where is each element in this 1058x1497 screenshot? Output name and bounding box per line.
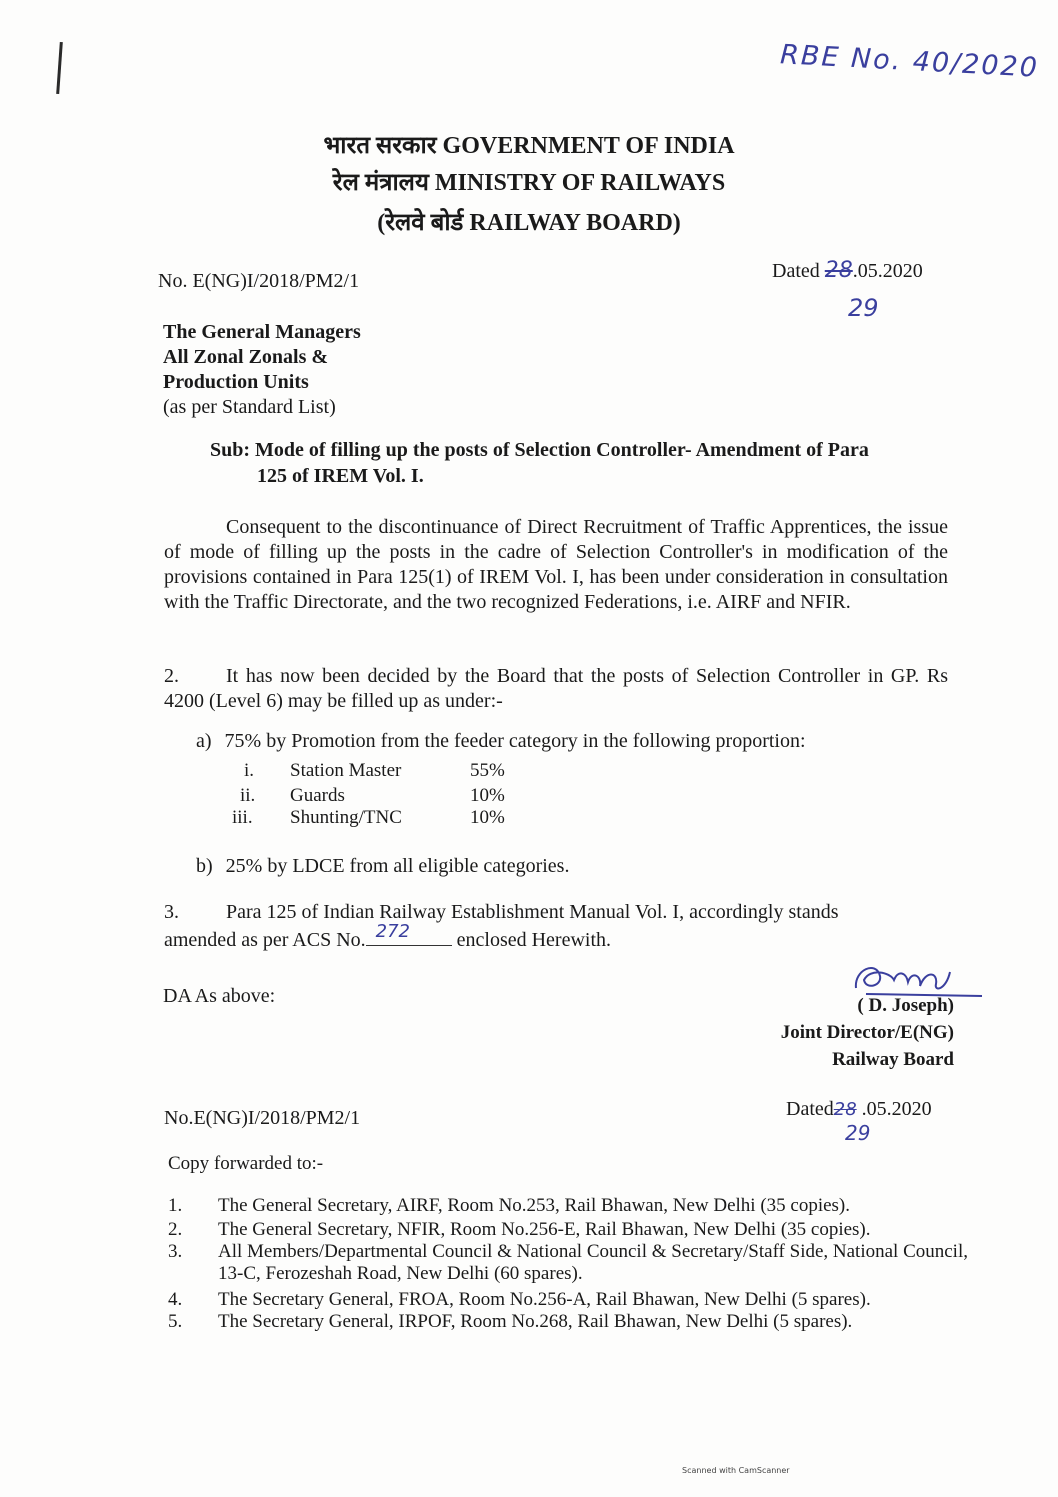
proportion-percent: 10%	[470, 785, 505, 806]
date-rest: .05.2020	[852, 260, 923, 282]
letterhead-board: (रेलवे बोर्ड RAILWAY BOARD)	[377, 210, 681, 236]
addressee-line: Production Units	[163, 371, 309, 393]
proportion-percent: 10%	[470, 807, 505, 828]
recipient-text: All Members/Departmental Council & National Council & Secretary/Staff Side, National Council, 13-C, Ferozeshah Road, New Delhi (60 spares).	[218, 1241, 968, 1284]
letterhead-government: भारत सरकार GOVERNMENT OF INDIA	[323, 133, 735, 159]
enclosure-note: DA As above:	[163, 985, 276, 1007]
clause-b	[196, 855, 569, 878]
paragraph-3-line1: Para 125 of Indian Railway Establishment Manual Vol. I, accordingly stands	[226, 901, 839, 923]
date-rest: .05.2020	[861, 1098, 932, 1120]
rbe-number-handwritten: RBE No. 40/2020	[779, 39, 1040, 84]
addressee-line: The General Managers	[163, 321, 361, 343]
signatory-name: ( D. Joseph)	[857, 995, 954, 1016]
recipient-text: The General Secretary, AIRF, Room No.253, Rail Bhawan, New Delhi (35 copies).	[218, 1195, 851, 1216]
reference-number: No. E(NG)I/2018/PM2/1	[158, 270, 360, 292]
scanner-watermark: Scanned with CamScanner	[682, 1466, 790, 1475]
signatory-designation: Joint Director/E(NG)	[780, 1022, 954, 1043]
proportion-category: Guards	[290, 785, 345, 806]
margin-pen-mark	[56, 42, 63, 94]
clause-a-text: 75% by Promotion from the feeder category in the following proportion:	[224, 730, 806, 752]
addressee-line: All Zonal Zonals &	[163, 346, 329, 368]
paragraph-number: 3.	[164, 901, 179, 923]
recipient-num: 4.	[168, 1289, 183, 1310]
clause-label: b)	[196, 855, 213, 877]
copy-forwarded-heading: Copy forwarded to:-	[168, 1153, 324, 1174]
date-prefix: Dated	[786, 1098, 834, 1120]
signature-block	[781, 992, 954, 1073]
recipient-num: 3.	[168, 1241, 183, 1262]
proportion-num: iii.	[232, 807, 253, 828]
proportion-category: Shunting/TNC	[290, 807, 402, 828]
clause-a	[196, 730, 806, 753]
paragraph-2	[164, 664, 948, 714]
copy-reference-number: No.E(NG)I/2018/PM2/1	[164, 1107, 361, 1129]
paragraph-3-suffix: enclosed Herewith.	[456, 929, 612, 951]
signatory-office: Railway Board	[832, 1049, 954, 1070]
addressee-line: (as per Standard List)	[163, 396, 336, 418]
copy-reference-date	[786, 1098, 932, 1121]
paragraph-2-text: It has now been decided by the Board that the posts of Selection Controller in GP. Rs 4200 (Level 6) may be filled up as under:-	[164, 665, 948, 712]
paragraph-3-prefix: amended as per ACS No.	[164, 929, 366, 951]
reference-date	[772, 258, 923, 283]
recipient-num: 1.	[168, 1195, 183, 1216]
paragraph-number: 2.	[164, 665, 179, 687]
letterhead-ministry: रेल मंत्रालय MINISTRY OF RAILWAYS	[332, 170, 726, 196]
date-day-corrected: 29	[848, 294, 879, 322]
proportion-num: ii.	[240, 785, 256, 806]
date-day-struck: 28	[824, 258, 853, 283]
proportion-num: i.	[244, 760, 255, 781]
subject-line: 125 of IREM Vol. I.	[257, 465, 424, 487]
subject	[210, 437, 950, 489]
recipient-text: The Secretary General, FROA, Room No.256-A, Rail Bhawan, New Delhi (5 spares).	[218, 1289, 871, 1310]
paragraph-1: Consequent to the discontinuance of Direct Recruitment of Traffic Apprentices, the issue of mode of filling up the posts in the cadre of Selection Controller's in modification of the provisions contained in Para 125(1) of IREM Vol. I, has been under consideration in consultation with the Traffic Directorate, and the two recognized Federations, i.e. AIRF and NFIR.	[164, 516, 948, 613]
addressee-block	[163, 320, 361, 420]
clause-b-text: 25% by LDCE from all eligible categories.	[225, 855, 570, 877]
recipient-num: 5.	[168, 1311, 183, 1332]
paragraph-3	[164, 900, 948, 953]
proportion-category: Station Master	[290, 760, 402, 781]
recipient-text: The Secretary General, IRPOF, Room No.268, Rail Bhawan, New Delhi (5 spares).	[218, 1311, 853, 1332]
proportion-percent: 55%	[470, 760, 505, 781]
clause-label: a)	[196, 730, 212, 752]
recipient-text: The General Secretary, NFIR, Room No.256-E, Rail Bhawan, New Delhi (35 copies).	[218, 1219, 871, 1240]
subject-line: Sub: Mode of filling up the posts of Selection Controller- Amendment of Para	[210, 439, 869, 461]
acs-number-handwritten: 272	[375, 921, 410, 942]
date-prefix: Dated	[772, 260, 820, 282]
date-day-corrected: 29	[845, 1121, 871, 1145]
recipient-num: 2.	[168, 1219, 183, 1240]
acs-number-blank	[366, 921, 452, 946]
date-day-struck: 28	[833, 1099, 857, 1120]
